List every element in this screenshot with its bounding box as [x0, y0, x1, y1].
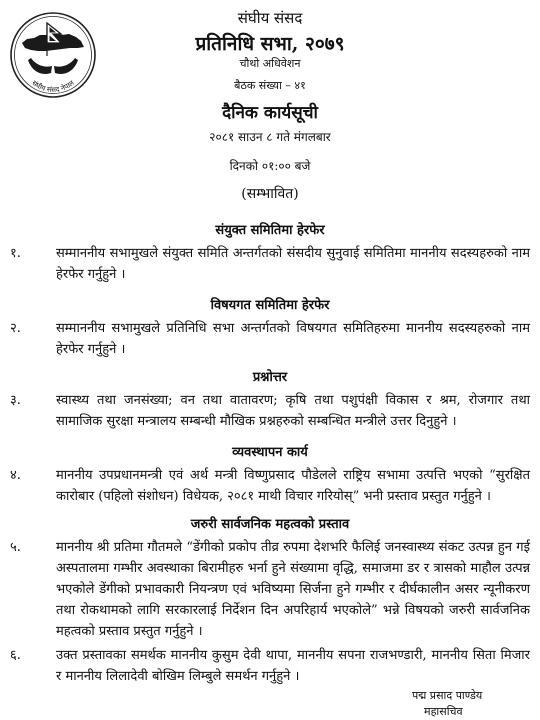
item-text: स्वास्थ्य तथा जनसंख्या; वन तथा वातावरण; कृषि तथा पशुपंक्षी विकास र श्रम, रोजगार तथा सामाजिक सुरक्षा मन्त्रालय सम्बन्धी मौखिक प्रश्नहरुको सम्बन्धित मन्त्रीले उत्तर दिनुहुने । [56, 393, 530, 429]
meeting-number: बैठक संख्या – ४१ [234, 79, 306, 92]
item-text: उक्त प्रस्तावका समर्थक माननीय कुसुम देवी थापा, माननीय सपना राजभण्डारी, माननीय सिता मिजार र माननीय लिलादेवी बोखिम लिम्बुले समर्थन गर्नुहुने । [56, 648, 530, 684]
signatory-title: महासचिव [424, 705, 463, 718]
section-heading: प्रश्नोत्तर [252, 370, 288, 385]
house-title: प्रतिनिधि सभा, २०७९ [195, 33, 345, 55]
document-title: दैनिक कार्यसूची [222, 103, 318, 123]
item-text: सम्माननीय सभामुखले प्रतिनिधि सभा अन्तर्गतको विषयगत समितिहरुमा माननीय सदस्यहरुको नाम हेरफेर गर्नुहुने । [56, 321, 530, 357]
item-number: १. [10, 246, 21, 261]
item-number: ४. [10, 468, 21, 483]
meeting-time: दिनको ०१:०० बजे [229, 159, 311, 173]
logo-text: संघीय संसद नेपाल [30, 79, 76, 95]
agenda-status: (सम्भावित) [241, 186, 299, 202]
item-text: माननीय श्री प्रतिमा गौतमले “डेंगीको प्रकोप तीव्र रुपमा देशभरि फैलिई जनस्वास्थ्य संकट उत्पन्न हुन गई अस्पतालमा गम्भीर अवस्थाका बिरामीहरु भर्ना हुने संख्यामा वृद्धि, समाजमा डर र त्रासको माहौल उत्पन्न भएकोले डेंगीको प्रभावकारी नियन्त्रण एवं भविष्यमा सिर्जना हुने गम्भीर र दीर्घकालीन असर न्यूनीकरण तथा रोकथामको लागि सरकारलाई निर्देशन दिन अपरिहार्य भएकोले” भन्ने विषयको जरुरी सार्वजनिक महत्वको प्रस्ताव प्रस्तुत गर्नुहुने । [56, 540, 530, 639]
signatory-name: पद्म प्रसाद पाण्डेय [412, 689, 483, 702]
item-number: ५. [10, 540, 21, 555]
session-label: चौथो अधिवेशन [239, 57, 301, 70]
item-text: माननीय उपप्रधानमन्त्री एवं अर्थ मन्त्री विष्णुप्रसाद पौडेलले राष्ट्रिय सभामा उत्पत्ति भएको “सुरक्षित कारोबार (पहिलो संशोधन) विधेयक, २०८१ माथी विचार गरियोस्” भनी प्रस्ताव प्रस्तुत गर्नुहुने । [56, 468, 530, 504]
item-text: सम्माननीय सभामुखले संयुक्त समिति अन्तर्गतको संसदीय सुनुवाई समितिमा माननीय सदस्यहरुको नाम हेरफेर गर्नुहुने । [56, 246, 530, 282]
section-heading: विषयगत समितिमा हेरफेर [210, 298, 330, 313]
meeting-date: २०८१ साउन ८ गते मंगलबार [209, 130, 331, 144]
section-heading: संयुक्त समितिमा हेरफेर [215, 223, 325, 238]
section-heading: व्यवस्थापन कार्य [232, 445, 308, 460]
item-number: ६. [10, 648, 21, 663]
parliament-name: संघीय संसद [237, 9, 303, 27]
item-number: २. [10, 321, 21, 336]
section-heading: जरुरी सार्वजनिक महत्वको प्रस्ताव [190, 517, 350, 532]
item-number: ३. [10, 393, 21, 408]
